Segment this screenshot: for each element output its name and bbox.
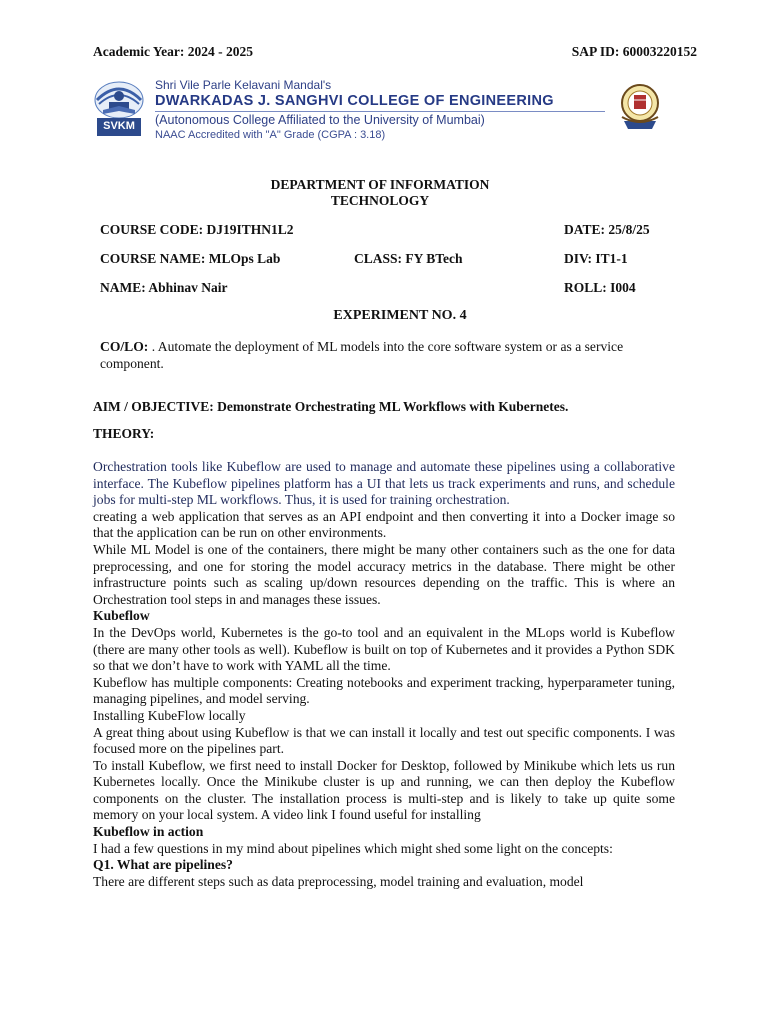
paragraph-devops: In the DevOps world, Kubernetes is the go-to tool and an equivalent in the MLops world is Kubeflow (there are many other tools as well). Kubeflow is built on top of Kubernetes and it provides a Python SDK so that we don’t have to work with YAML all the time.: [93, 624, 675, 674]
colo-text: . Automate the deployment of ML models into the core software system or as a service component.: [100, 339, 624, 371]
colo-block: [100, 338, 660, 372]
crest-icon: [620, 83, 660, 135]
paragraph-orchestration: Orchestration tools like Kubeflow are used to manage and automate these pipelines using a collaborative interface. The Kubeflow pipelines platform has a UI that lets us track experiments and runs, and schedule jobs for multi-step ML workflows. Thus, it is used for training orchestration.: [93, 459, 675, 508]
course-code: COURSE CODE: DJ19ITHN1L2: [100, 222, 294, 237]
student-name: NAME: Abhinav Nair: [100, 280, 228, 295]
division: DIV: IT1-1: [564, 251, 628, 266]
academic-year: Academic Year: 2024 - 2025: [93, 44, 253, 59]
department-line1: DEPARTMENT OF INFORMATION: [270, 177, 490, 192]
college-crest: [620, 83, 660, 135]
paragraph-install-steps: To install Kubeflow, we first need to install Docker for Desktop, followed by Minikube which lets us run Kubernetes locally. Once the Minikube cluster is up and running, we can then deploy the Kubeflow components on the cluster. The installation process is multi-step and is likely to take up quite some memory on your local system. A video link I found useful for installing: [93, 757, 675, 823]
institution-line1: Shri Vile Parle Kelavani Mandal's: [155, 78, 332, 92]
svkm-logo-text: SVKM: [103, 120, 135, 132]
svkm-logo: [93, 80, 145, 138]
college-name: DWARKADAS J. SANGHVI COLLEGE OF ENGINEERING: [155, 93, 554, 109]
roll-number: ROLL: I004: [564, 280, 636, 295]
heading-kubeflow-action: Kubeflow in action: [93, 824, 204, 840]
date: DATE: 25/8/25: [564, 222, 650, 237]
paragraph-pipeline-steps: There are different steps such as data preprocessing, model training and evaluation, model: [93, 873, 584, 889]
class: CLASS: FY BTech: [354, 251, 463, 266]
experiment-title: EXPERIMENT NO. 4: [333, 308, 467, 323]
colo-label: CO/LO:: [100, 339, 149, 354]
question-pipelines: Q1. What are pipelines?: [93, 857, 233, 873]
theory-body: [93, 459, 675, 890]
paragraph-web-app: creating a web application that serves as an API endpoint and then converting it into a Docker image so that the application can be run on other environments.: [93, 508, 675, 541]
heading-kubeflow: Kubeflow: [93, 608, 150, 624]
divider: [155, 111, 605, 112]
heading-installing: Installing KubeFlow locally: [93, 707, 246, 723]
sap-id: SAP ID: 60003220152: [571, 44, 697, 59]
paragraph-containers: While ML Model is one of the containers, there might be many other containers such as the one for data preprocessing, and one for storing the model accuracy metrics in the database. There might be other infrastructure points such as scaling up/down resources depending on the traffic. This is where an Orchestration tool steps in and manages these issues.: [93, 541, 675, 607]
aim-objective: AIM / OBJECTIVE: Demonstrate Orchestrating ML Workflows with Kubernetes.: [93, 399, 569, 414]
naac-accreditation: NAAC Accredited with "A" Grade (CGPA : 3.18): [155, 129, 386, 141]
theory-heading: THEORY:: [93, 426, 155, 441]
paragraph-components: Kubeflow has multiple components: Creating notebooks and experiment tracking, hyperparameter tuning, managing pipelines, and model serving.: [93, 674, 675, 707]
paragraph-install-locally: A great thing about using Kubeflow is that we can install it locally and test out specific components. I was focused more on the pipelines part.: [93, 724, 675, 757]
college-affiliation: (Autonomous College Affiliated to the University of Mumbai): [155, 113, 485, 127]
department-line2: TECHNOLOGY: [330, 193, 430, 208]
course-name: COURSE NAME: MLOps Lab: [100, 251, 281, 266]
paragraph-questions: I had a few questions in my mind about pipelines which might shed some light on the concepts:: [93, 840, 613, 856]
